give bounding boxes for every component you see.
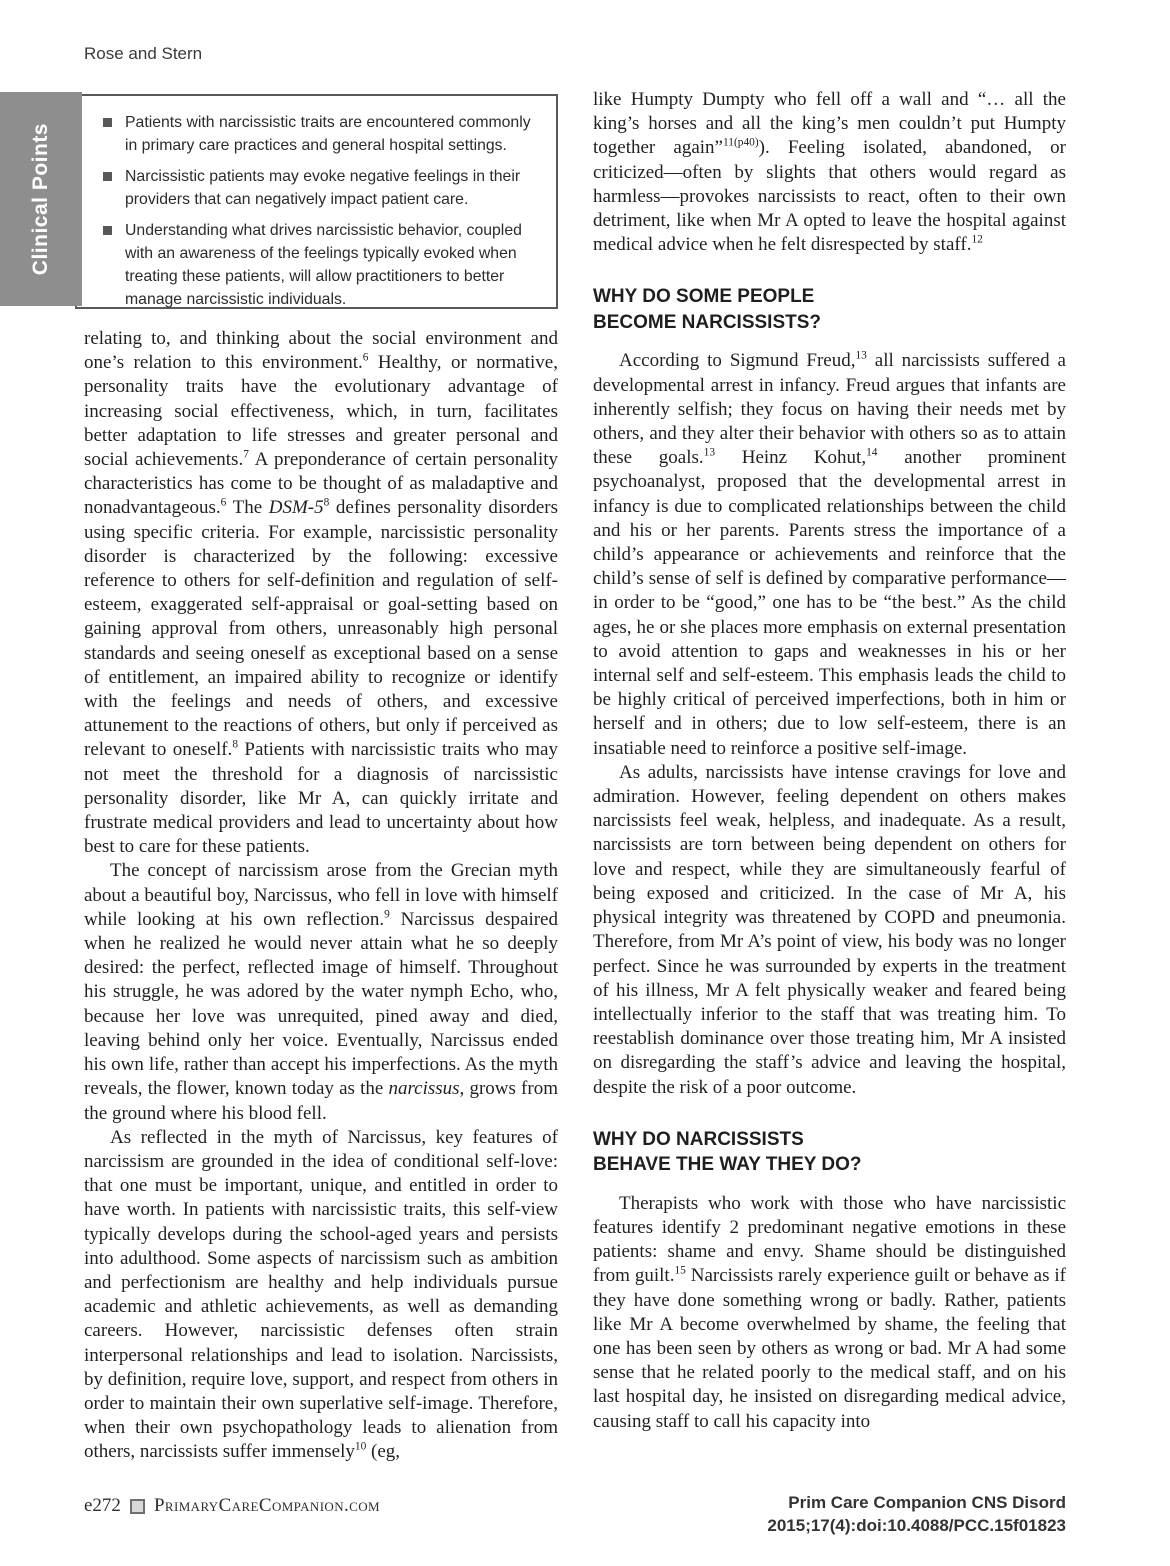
clinical-points-sidebar	[0, 92, 82, 306]
clinical-point-item	[103, 165, 542, 211]
reference-superscript: 11(p40)	[722, 137, 759, 150]
clinical-points-box	[75, 94, 558, 309]
body-paragraph: As reflected in the myth of Narcissus, key features of narcissism are grounded in the idea of conditional self-love: that one must be important, unique, and entitled in order to have worth. In patients with narcissistic traits, this self-view typically develops during the school-aged years and persists into adulthood. Some aspects of narcissism such as ambition and perfectionism are healthy and help individuals pursue academic and athletic achievements, as well as demanding careers. However, narcissistic defenses often strain interpersonal relationships and lead to isolation. Narcissists, by definition, require love, support, and respect from others in order to maintain their own superlative self-image. Therefore, when their own psychopathology leads to alienation from others, narcissists suffer immensely$^{10}$ (eg,	[84, 1126, 558, 1463]
section-heading	[593, 284, 1066, 335]
clinical-point-item	[103, 111, 542, 157]
reference-superscript: 13	[703, 446, 716, 459]
clinical-point-item	[103, 219, 542, 311]
section-heading-line: BECOME NARCISSISTS?	[593, 311, 822, 333]
footer-citation	[767, 1491, 1066, 1537]
reference-superscript: 14	[866, 446, 878, 459]
reference-superscript: 13	[855, 350, 867, 363]
section-heading-line: WHY DO NARCISSISTS	[593, 1128, 804, 1150]
page-number: e272	[84, 1495, 121, 1516]
body-paragraph: Therapists who work with those who have narcissistic features identify 2 predominant negative emotions in these patients: shame and envy. Shame should be distinguished from guilt.$^{15}$ Narcissists rarely experience guilt or behave as if they have done something wrong or badly. Rather, patients like Mr A become overwhelmed by shame, the feeling that one has been seen by others as wrong or bad. Mr A had some sense that he related poorly to the medical staff, and on his last hospital day, he insisted on disregarding medical advice, causing staff to call his capacity into	[593, 1192, 1066, 1432]
body-paragraph: As adults, narcissists have intense cravings for love and admiration. However, feeling dependent on others makes narcissists feel weak, helpless, and inadequate. As a result, narcissists are torn between being dependent on others for love and respect, while they are simultaneously fearful of being exposed and criticized. In the case of Mr A, his physical integrity was threatened by COPD and pneumonia. Therefore, from Mr A’s point of view, his body was no longer perfect. Since he was surrounded by experts in the treatment of his illness, Mr A felt physically weaker and feared being intellectually inferior to the staff that was treating him. To reestablish dominance over those treating him, Mr A insisted on disregarding the staff’s advice and leaving the hospital, despite the risk of a poor outcome.	[593, 761, 1066, 1098]
reference-superscript: 8	[232, 739, 239, 752]
square-bullet-icon	[103, 172, 112, 181]
clinical-point-text: Narcissistic patients may evoke negative feelings in their providers that can negatively impact patient care.	[125, 168, 521, 208]
reference-superscript: 7	[243, 448, 249, 461]
reference-superscript: 15	[674, 1265, 686, 1277]
body-paragraph: like Humpty Dumpty who fell off a wall and “… all the king’s horses and all the king’s men couldn’t put Humpty together again”$^{11(p40)}$). Feeling isolated, abandoned, or criticized—often by slights that others would regard as harmless—provokes narcissists to react, often to their own detriment, like when Mr A opted to leave the hospital against medical advice when he felt disrespected by staff.$^{12}$	[593, 89, 1066, 256]
reference-superscript: 6	[362, 351, 369, 364]
reference-superscript: 6	[220, 497, 227, 510]
clinical-point-text: Understanding what drives narcissistic behavior, coupled with an awareness of the feelings typically evoked when treating these patients, will allow practitioners to better manage narcissistic individuals.	[125, 222, 522, 308]
clinical-point-text: Patients with narcissistic traits are encountered commonly in primary care practices and general hospital settings.	[125, 114, 531, 154]
square-bullet-icon	[103, 118, 112, 127]
right-column	[593, 88, 1066, 1434]
section-heading-line: WHY DO SOME PEOPLE	[593, 286, 815, 308]
citation-doi: 2015;17(4):doi:10.4088/PCC.15f01823	[767, 1516, 1066, 1535]
reference-superscript: 9	[384, 908, 390, 921]
section-heading-line: BEHAVE THE WAY THEY DO?	[593, 1154, 862, 1176]
clinical-points-label: Clinical Points	[29, 122, 52, 276]
reference-superscript: 10	[354, 1441, 367, 1454]
reference-superscript: 8	[323, 497, 330, 510]
body-paragraph: The concept of narcissism arose from the Grecian myth about a beautiful boy, Narcissus, who fell in love with himself while looking at his own reflection.$^9$ Narcissus despaired when he realized he would never attain what he so deeply desired: the perfect, reflected image of himself. Throughout his struggle, he was adored by the water nymph Echo, who, because her love was unrequited, pined away and died, leaving behind only her voice. Eventually, Narcissus ended his own life, rather than accept his imperfections. As the myth reveals, the flower, known today as the narcissus, grows from the ground where his blood fell.	[84, 860, 558, 1124]
square-bullet-icon	[103, 226, 112, 235]
square-bullet-icon	[130, 1499, 145, 1514]
section-heading	[593, 1127, 1066, 1178]
left-column	[84, 327, 558, 1465]
journal-name: Prim Care Companion CNS Disord	[788, 1493, 1066, 1512]
footer-left	[84, 1495, 380, 1517]
journal-website-text: PrimaryCareCompanion.com	[153, 1495, 380, 1516]
clinical-points-list	[103, 111, 542, 311]
reference-superscript: 12	[971, 233, 983, 246]
body-paragraph: According to Sigmund Freud,$^{13}$ all narcissists suffered a developmental arrest in infancy. Freud argues that infants are inherently selfish; they focus on having their needs met by others, and they alter their behavior with others so as to attain these goals.$^{13}$ Heinz Kohut,$^{14}$ another prominent psychoanalyst, proposed that the developmental arrest in infancy is due to complicated relationships between the child and his or her parents. Parents stress the importance of a child’s appearance or achievements and reinforce that the child’s sense of self is defined by comparative performance—in order to be “good,” one has to be “the best.” As the child ages, he or she places more emphasis on external presentation to avoid attention to gaps and weaknesses in his or her internal self and self-esteem. This emphasis leads the child to be highly critical of perceived imperfections, both in him or herself and in others; due to low self-esteem, there is an insatiable need to reinforce a positive self-image.	[593, 350, 1066, 759]
running-head: Rose and Stern	[84, 44, 203, 63]
body-paragraph: relating to, and thinking about the social environment and one’s relation to this environment.$^6$ Healthy, or normative, personality traits have the evolutionary advantage of increasing social effectiveness, which, in turn, facilitates better adaptation to life stresses and greater personal and social achievements.$^7$ A preponderance of certain personality characteristics has come to be thought of as maladaptive and nonadvantageous.$^6$ The DSM-$5^8$ defines personality disorders using specific criteria. For example, narcissistic personality disorder is characterized by the following: excessive reference to others for self-definition and regulation of self-esteem, exaggerated self-appraisal or goal-setting based on gaining approval from others, unreasonably high personal standards and seeing oneself as exceptional based on a sense of entitlement, an impaired ability to recognize or identify with the feelings and needs of others, and excessive attunement to the reactions of others, but only if perceived as relevant to oneself.$^8$ Patients with narcissistic traits who may not meet the threshold for a diagnosis of narcissistic personality disorder, like Mr A, can quickly irritate and frustrate medical providers and lead to uncertainty about how best to care for these patients.	[84, 328, 558, 858]
